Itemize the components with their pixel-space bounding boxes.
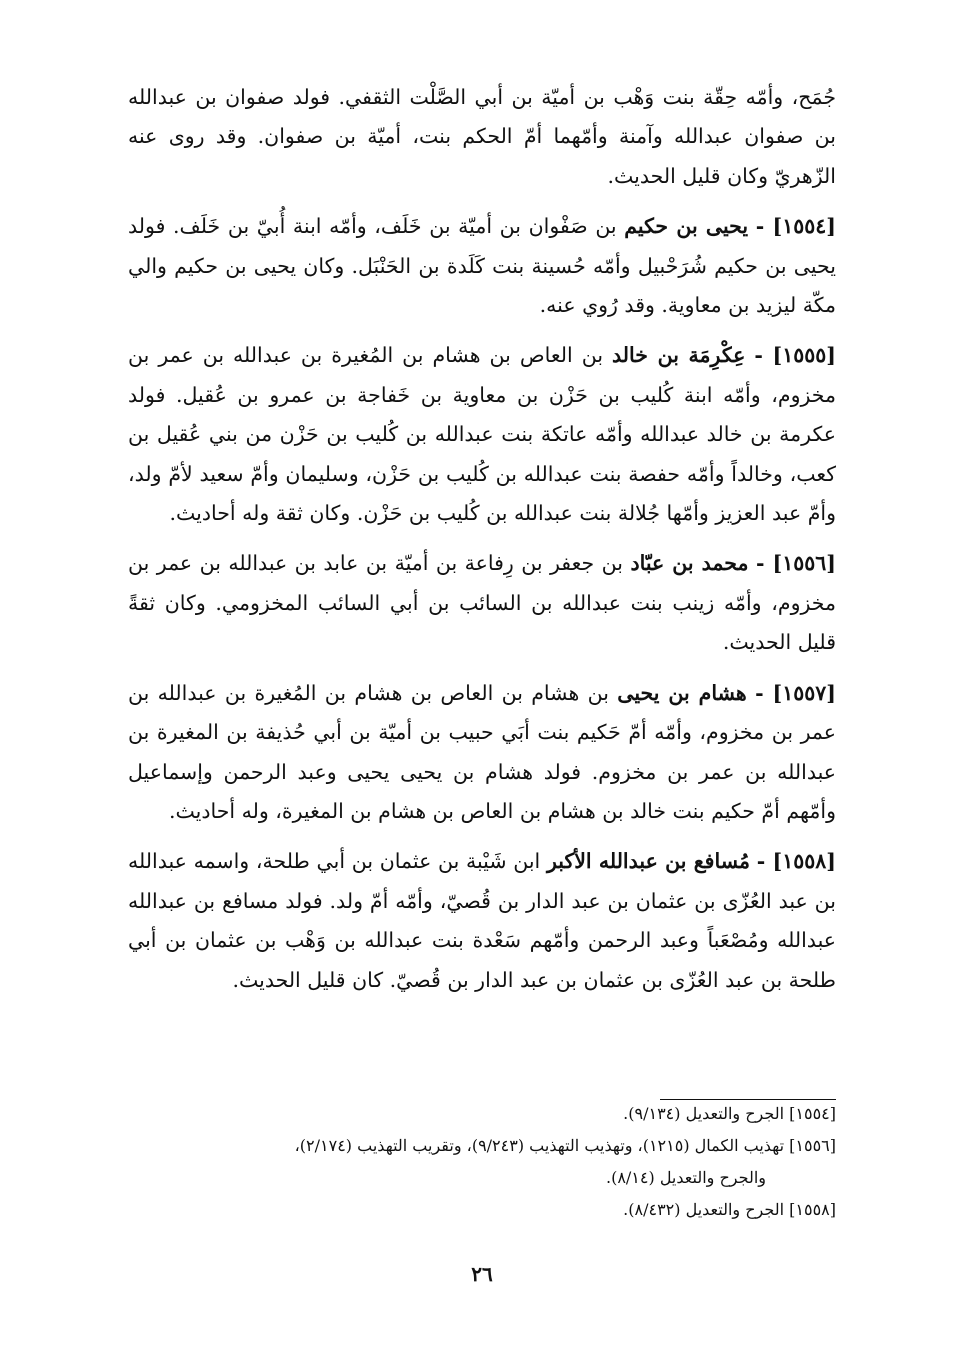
footnote-continuation: والجرح والتعديل (٨/١٤). [605, 1168, 766, 1187]
entry-paragraph-1555 [128, 336, 836, 533]
footnote-divider [660, 1099, 836, 1100]
entry-name: هشام بن يحيى [617, 680, 747, 705]
page-number: ٢٦ [471, 1262, 493, 1286]
footnote-text: الجرح والتعديل (٨/٤٣٢). [623, 1200, 785, 1219]
entry-text: بن هشام بن العاص بن هشام بن المُغيرة بن عبدالله بن عمر بن مخزوم، وأمّه أمّ حَكيم بنت أبَي حبيب بن أميّة بن أبي حُذيفة بن المغيرة بن عبدالله بن عمر بن مخزوم. فولد هشام بن يحيى يحيى وعبد الرحمن وإسماعيل وأمّهم أمّ حكيم بنت خالد بن هشام بن العاص بن هشام بن المغيرة، وله أحاديث. [128, 680, 836, 823]
entry-paragraph-1557 [128, 674, 836, 832]
entry-text: بن جعفر بن رِفاعة بن أميّة بن عابد بن عبدالله بن عمر بن مخزوم، وأمّه زينب بنت عبدالله بن السائب بن أبي السائب المخزومي. وكان ثقةً قليل الحديث. [128, 551, 836, 655]
entry-paragraph-1554 [128, 207, 836, 325]
entry-text: ابن شَيْبة بن عثمان بن أبي طلحة، واسمه عبدالله بن عبد العُزّى بن عثمان بن عبد الدار بن قُصيّ، وأمّه أمّ ولد. فولد مسافع بن عبدالله عبدالله ومُصْعَباً وعبد الرحمن وأمّهم سَعْدة بنت عبدالله بن وَهْب بن عثمان بن أبي طلحة بن عبد العُزّى بن عثمان بن عبد الدار بن قُصيّ. كان قليل الحديث. [128, 849, 836, 992]
entry-name: يحيى بن حكيم [624, 214, 749, 239]
entry-number: [١٥٥٥] - [754, 343, 836, 368]
entry-name: مُسافع بن عبدالله الأكبر [546, 849, 750, 874]
footnote-ref: [١٥٥٤] [789, 1104, 836, 1123]
footnote-1554 [128, 1098, 836, 1130]
entry-number: [١٥٥٨] - [756, 849, 836, 874]
entry-text: بن صَفْوان بن أميّة بن خَلَف، وأمّه ابنة أُبيّ بن خَلَف. فولد يحيى بن حكيم شُرَحْبيل وأمّه حُسينة بنت كَلَدة بن الحَنْبَل. وكان يحيى بن حكيم والي مكّة ليزيد بن معاوية. وقد رُوي عنه. [128, 214, 836, 318]
footnote-ref: [١٥٥٦] [789, 1136, 836, 1155]
footnote-ref: [١٥٥٨] [789, 1200, 836, 1219]
entry-text: جُمَح، وأمّه حِقّة بنت وَهْب بن أميّة بن أبي الصَّلْت الثقفي. فولد صفوان بن عبدالله بن صفوان عبدالله وآمنة وأمّهما أمّ الحكم بنت، أميّة بن صفوان. وقد روى عنه الزّهريّ وكان قليل الحديث. [128, 85, 836, 188]
main-text [128, 78, 836, 1011]
footnote-1556 [128, 1130, 836, 1194]
entry-paragraph-1556 [128, 544, 836, 662]
entry-name: عِكْرِمَة بن خالد [612, 343, 746, 368]
entry-text: بن العاص بن هشام بن المُغيرة بن عبدالله بن عمر بن مخزوم، وأمّه ابنة كُليب بن حَزْن بن معاوية بن خَفاجة بن عمرو بن عُقيل. فولد عكرمة بن خالد عبدالله وأمّه عاتكة بنت عبدالله بن كُليب بن حَزْن من بني عُقيل بن كعب، وخالداً وأمّه حفصة بنت عبدالله بن كُليب بن حَزْن، وسليمان وأمّ سعيد لأمّ ولد، وأمّ عبد العزيز وأمّها جُلالة بنت عبدالله بن كُليب بن حَزْن. وكان ثقة وله أحاديث. [128, 343, 836, 526]
entry-paragraph-0 [128, 78, 836, 196]
entry-number: [١٥٥٦] - [755, 551, 836, 576]
entry-name: محمد بن عبّاد [630, 551, 749, 576]
entry-paragraph-1558 [128, 842, 836, 1000]
footnote-text: الجرح والتعديل (٩/١٣٤). [623, 1104, 785, 1123]
footnote-1558 [128, 1194, 836, 1226]
footnotes [128, 1098, 836, 1226]
entry-number: [١٥٥٤] - [755, 214, 836, 239]
entry-number: [١٥٥٧] - [755, 680, 836, 705]
footnote-text: تهذيب الكمال (١٢١٥)، وتهذيب التهذيب (٩/٢٤٣)، وتقريب التهذيب (٢/١٧٤)، [294, 1136, 785, 1155]
